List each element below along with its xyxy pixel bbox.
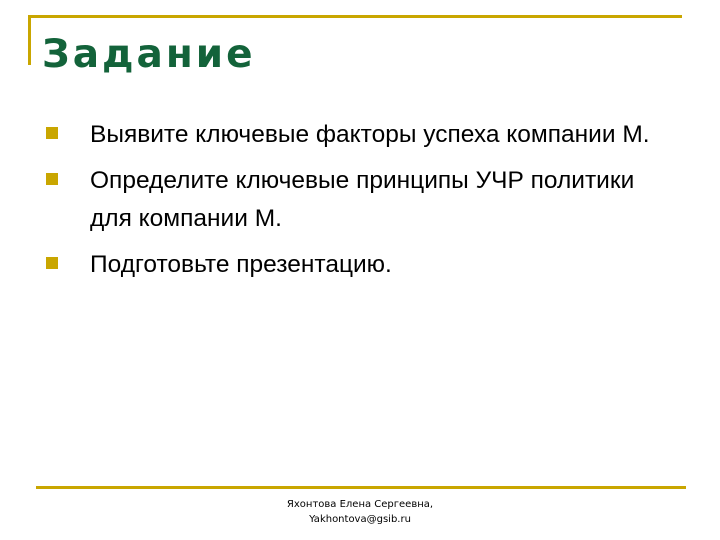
bullet-text: Определите ключевые принципы УЧР политики для компании М. <box>90 167 635 232</box>
bottom-divider <box>36 486 686 489</box>
footer-email: Yakhontova@gsib.ru <box>309 514 411 525</box>
bullet-text: Выявите ключевые факторы успеха компании М. <box>90 121 650 148</box>
square-bullet-icon <box>46 127 58 139</box>
bullet-item <box>46 162 666 238</box>
square-bullet-icon <box>46 257 58 269</box>
footer <box>230 497 490 527</box>
square-bullet-icon <box>46 173 58 185</box>
slide-title: Задание <box>42 32 256 77</box>
footer-author: Яхонтова Елена Сергеевна, <box>286 499 434 510</box>
bullet-item <box>46 246 666 284</box>
bullet-list <box>46 116 666 292</box>
left-accent-bar <box>28 15 31 65</box>
bullet-text: Подготовьте презентацию. <box>90 251 392 278</box>
top-divider <box>28 15 682 18</box>
bullet-item <box>46 116 666 154</box>
